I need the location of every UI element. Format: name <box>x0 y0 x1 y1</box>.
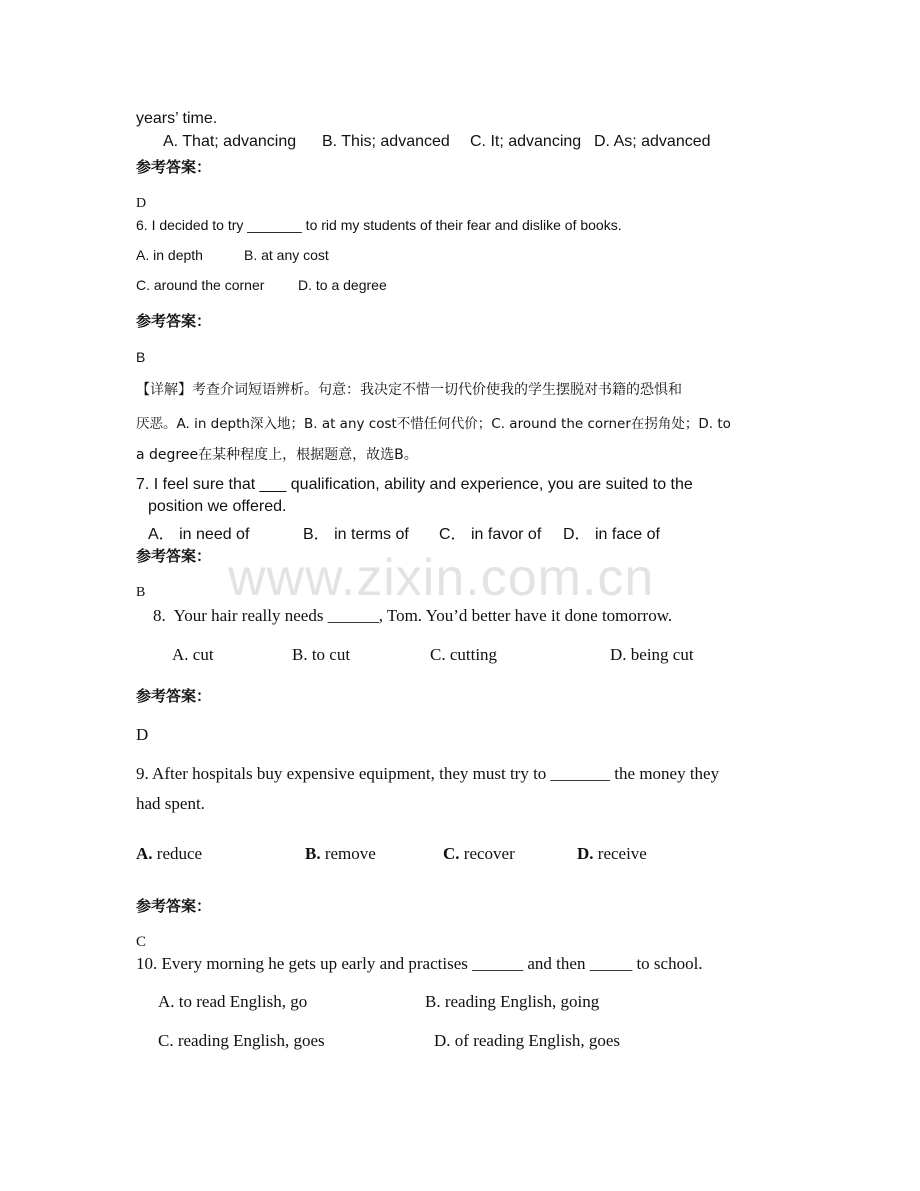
q10-option-d: D. of reading English, goes <box>434 1031 621 1050</box>
q6-explanation-line-3: a degree在某种程度上，根据题意，故选B。 <box>136 447 418 463</box>
q6-option-d: D. to a degree <box>298 277 387 293</box>
q5-option-a: A. That; advancing <box>163 133 297 150</box>
q9-answer: C <box>136 934 147 950</box>
watermark: www.zixin.com.cn <box>228 549 655 607</box>
q5-option-c: C. It; advancing <box>470 133 582 150</box>
q8-option-a: A. cut <box>172 645 214 664</box>
q9-answer-label: 参考答案： <box>136 897 212 915</box>
q9-stem-line-2: had spent. <box>136 794 205 813</box>
q9-option-d-text: receive <box>593 844 647 863</box>
q8-option-c: C. cutting <box>430 645 498 664</box>
q9-option-d <box>577 844 647 864</box>
q10-stem: 10. Every morning he gets up early and practises ______ and then _____ to school. <box>136 954 703 973</box>
q5-answer: D <box>136 196 147 211</box>
q9-option-b-text: remove <box>320 844 376 863</box>
q6-stem: 6. I decided to try _______ to rid my students of their fear and dislike of books. <box>136 217 622 233</box>
q6-answer: B <box>136 349 146 365</box>
q9-option-c-text: recover <box>459 844 515 863</box>
q8-answer-label: 参考答案： <box>136 687 212 705</box>
q5-stem-tail: years’ time. <box>136 110 218 127</box>
q7-option-d: D． in face of <box>563 526 660 543</box>
q9-option-b <box>305 844 376 864</box>
q6-explanation-line-2: 厌恶。A. in depth深入地；B. at any cost不惜任何代价；C. around the corner在拐角处；D. to <box>136 416 731 432</box>
q10-option-a: A. to read English, go <box>158 992 308 1011</box>
q5-option-b: B. This; advanced <box>322 133 450 150</box>
q6-explanation-line-1: 【详解】考查介词短语辨析。句意：我决定不惜一切代价使我的学生摆脱对书籍的恐惧和 <box>136 382 682 398</box>
q7-option-b: B． in terms of <box>303 526 409 543</box>
q8-option-b: B. to cut <box>292 645 351 664</box>
q7-answer-label: 参考答案： <box>136 547 212 565</box>
q7-stem-line-2: position we offered. <box>148 498 287 515</box>
q7-option-a: A． in need of <box>148 526 250 543</box>
q6-option-a: A. in depth <box>136 247 203 263</box>
q8-answer: D <box>136 725 149 744</box>
q5-option-d: D. As; advanced <box>594 133 711 150</box>
q7-option-c: C． in favor of <box>439 526 542 543</box>
q8-option-d: D. being cut <box>610 645 694 664</box>
q6-option-b: B. at any cost <box>244 247 329 263</box>
q5-answer-label: 参考答案： <box>136 158 212 176</box>
q9-option-a-letter: A. <box>136 844 153 863</box>
q9-option-d-letter: D. <box>577 844 594 863</box>
q7-answer: B <box>136 585 146 600</box>
q6-option-c: C. around the corner <box>136 277 265 293</box>
q10-option-b: B. reading English, going <box>425 992 600 1011</box>
q9-option-a <box>136 844 202 864</box>
q9-option-c-letter: C. <box>443 844 460 863</box>
q9-option-b-letter: B. <box>305 844 321 863</box>
q7-stem-line-1: 7. I feel sure that ___ qualification, ability and experience, you are suited to the <box>136 476 693 493</box>
q6-answer-label: 参考答案： <box>136 312 212 330</box>
q9-stem-line-1: 9. After hospitals buy expensive equipment, they must try to _______ the money they <box>136 764 720 783</box>
q10-option-c: C. reading English, goes <box>158 1031 325 1050</box>
q9-option-a-text: reduce <box>152 844 203 863</box>
q9-option-c <box>443 844 515 864</box>
q8-stem: 8. Your hair really needs ______, Tom. You’d better have it done tomorrow. <box>153 606 673 625</box>
